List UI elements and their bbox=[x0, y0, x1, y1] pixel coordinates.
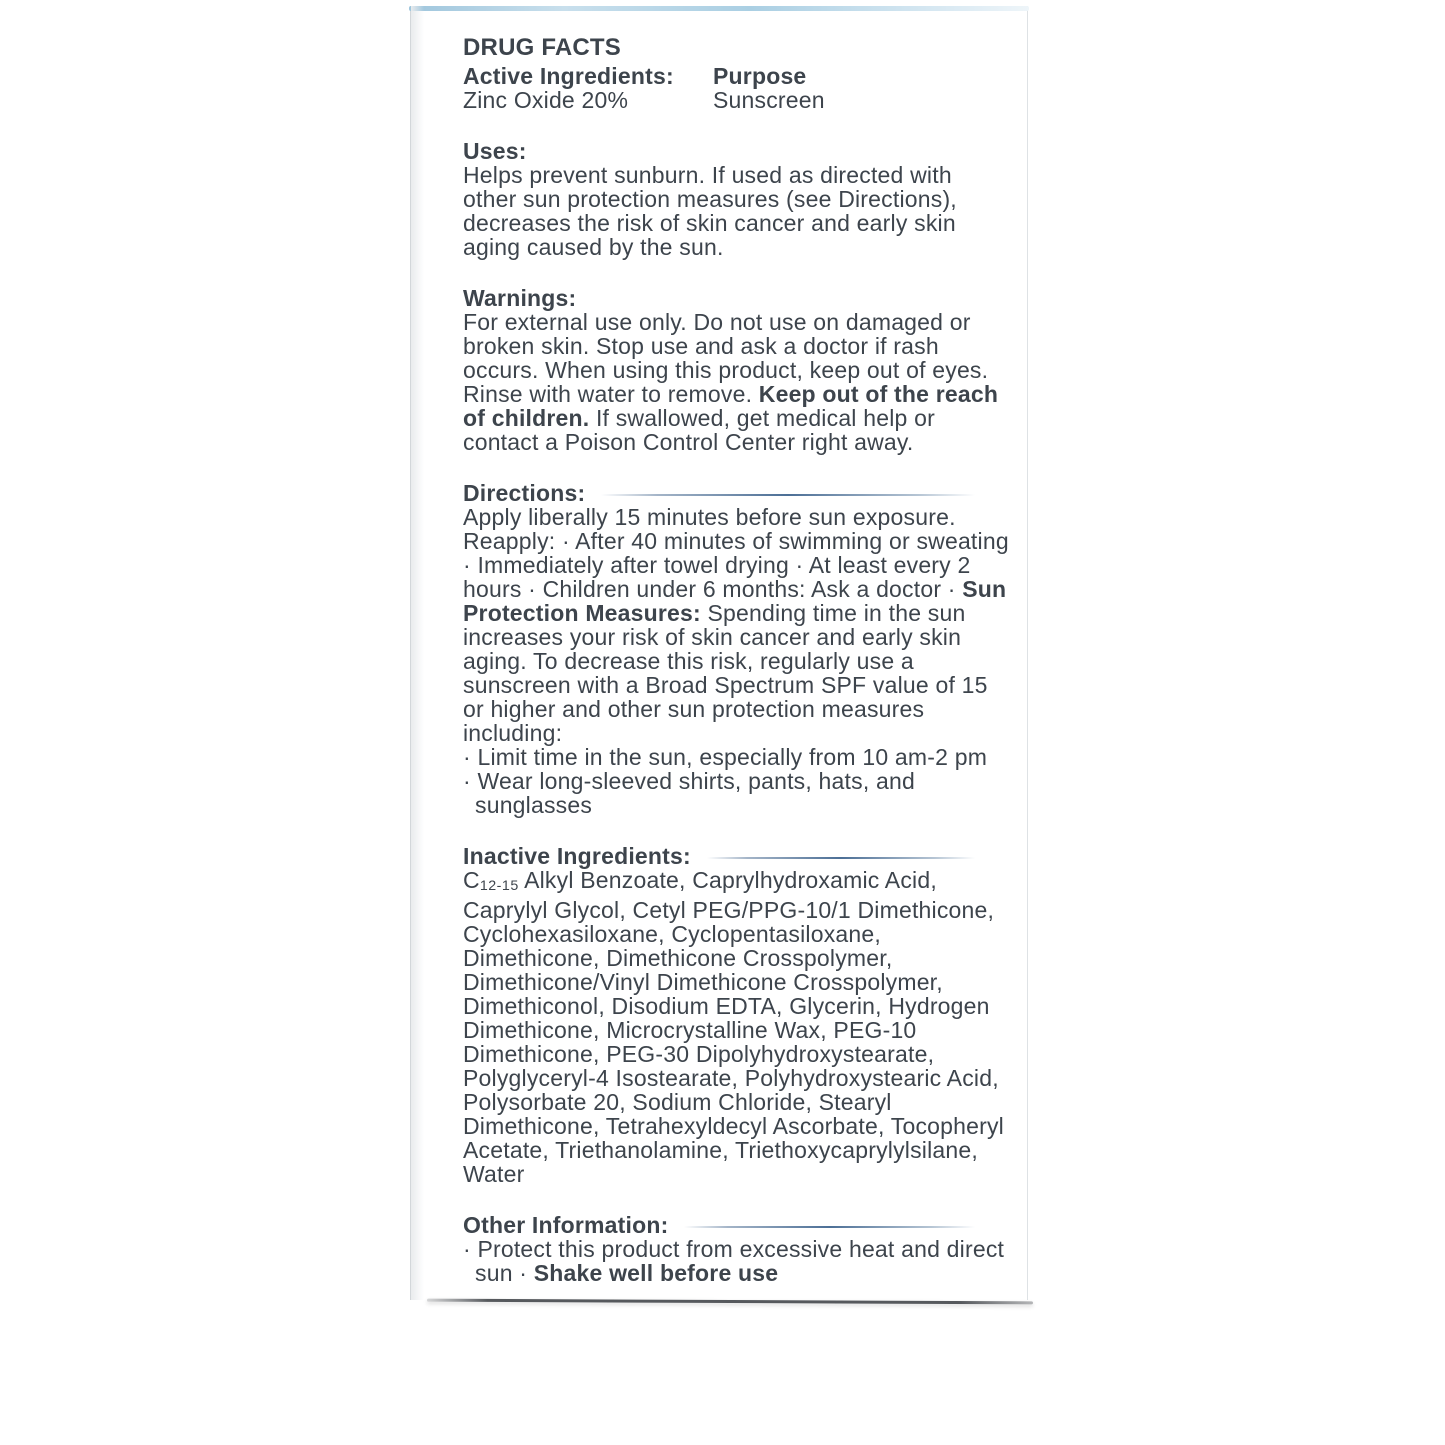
section-heading: Directions: bbox=[463, 480, 586, 506]
box-left-edge-shading bbox=[411, 6, 424, 1300]
paragraph bbox=[463, 1237, 1011, 1285]
text-run: C bbox=[463, 867, 480, 893]
section-heading: Other Information: bbox=[463, 1212, 669, 1239]
section-body bbox=[463, 163, 1011, 259]
section-body bbox=[463, 505, 1011, 817]
section-body bbox=[463, 1237, 1011, 1285]
section-heading: Uses: bbox=[463, 138, 527, 164]
section-heading-row bbox=[463, 481, 1011, 505]
text-run: If swallowed, get medical help or contact a Poison Control Center right away. bbox=[463, 405, 935, 455]
section-heading-rule bbox=[707, 857, 975, 859]
section-heading-row bbox=[463, 1213, 1011, 1237]
section-heading: Inactive Ingredients: bbox=[463, 843, 691, 869]
section-heading: Warnings: bbox=[463, 285, 577, 311]
section-heading-rule bbox=[684, 1226, 975, 1228]
paragraph bbox=[463, 868, 1011, 1186]
purpose-value: Sunscreen bbox=[713, 87, 825, 113]
section-heading-row bbox=[463, 286, 1011, 310]
text-run: Apply liberally 15 minutes before sun exposure. Reapply: · After 40 minutes of swimming or sweating · Immediately after towel drying · At least every 2 hours · Children under 6 months: Ask a doctor · bbox=[463, 504, 1009, 602]
text-run: · Wear long-sleeved shirts, pants, hats, and sunglasses bbox=[463, 768, 915, 818]
active-ingredients-purpose-row bbox=[463, 64, 1011, 112]
purpose-heading: Purpose bbox=[713, 63, 807, 89]
text-run: 12-15 bbox=[479, 878, 519, 895]
label-section bbox=[463, 481, 1011, 817]
section-heading-row bbox=[463, 844, 1011, 868]
text-run: Keep out of the reach of children. bbox=[463, 381, 999, 431]
label-section bbox=[463, 139, 1011, 259]
text-run: · Limit time in the sun, especially from 10 am-2 pm bbox=[463, 744, 988, 770]
label-section bbox=[463, 1213, 1011, 1285]
paragraph bbox=[463, 769, 1011, 817]
text-run: Shake well before use bbox=[533, 1260, 779, 1287]
section-heading-rule bbox=[601, 494, 975, 496]
text-run: · Protect this product from excessive heat and direct sun · bbox=[463, 1236, 1005, 1287]
text-run: Sun Protection Measures: bbox=[463, 576, 1007, 626]
active-ingredient-value: Zinc Oxide 20% bbox=[463, 87, 629, 113]
box-top-edge bbox=[409, 6, 1029, 11]
product-box-back-panel bbox=[410, 6, 1028, 1300]
section-body bbox=[463, 310, 1011, 454]
label-section bbox=[463, 286, 1011, 454]
drug-facts-title: DRUG FACTS bbox=[463, 34, 621, 61]
text-run: For external use only. Do not use on damaged or broken skin. Stop use and ask a doctor if rash occurs. When using this product, keep out of eyes. Rinse with water to remove. bbox=[463, 309, 989, 407]
purpose-column bbox=[713, 64, 825, 112]
active-ingredients-heading: Active Ingredients: bbox=[463, 63, 674, 89]
paragraph bbox=[463, 505, 1011, 745]
drug-facts-panel bbox=[463, 36, 1011, 1285]
active-ingredients-column bbox=[463, 64, 713, 112]
text-run: Helps prevent sunburn. If used as directed with other sun protection measures (see Directions), decreases the risk of skin cancer and early skin aging caused by the sun. bbox=[463, 162, 957, 260]
paragraph bbox=[463, 745, 1011, 769]
text-run: Spending time in the sun increases your risk of skin cancer and early skin aging. To decrease this risk, regularly use a sunscreen with a Broad Spectrum SPF value of 15 or higher and other sun protection measures including: bbox=[463, 600, 988, 746]
paragraph bbox=[463, 163, 1011, 259]
label-sections bbox=[463, 139, 1011, 1285]
text-run: Alkyl Benzoate, Caprylhydroxamic Acid, Caprylyl Glycol, Cetyl PEG/PPG-10/1 Dimethicone, Cyclohexasiloxane, Cyclopentasiloxane, Dimethicone, Dimethicone Crosspolymer, Dimethicone/Vinyl Dimethicone Crosspolymer, Dimethiconol, Disodium EDTA, Glycerin, Hydrogen Dimethicone, Microcrystalline Wax, PEG-10 Dimethicone, PEG-30 Dipolyhydroxystearate, Polyglyceryl-4 Isostearate, Polyhydroxystearic Acid, Polysorbate 20, Sodium Chloride, Stearyl Dimethicone, Tetrahexyldecyl Ascorbate, Tocopheryl Acetate, Triethanolamine, Triethoxycaprylylsilane, Water bbox=[463, 867, 1004, 1188]
section-heading-row bbox=[463, 139, 1011, 163]
box-bottom-edge bbox=[427, 1299, 1033, 1305]
label-section bbox=[463, 844, 1011, 1186]
section-body bbox=[463, 868, 1011, 1186]
paragraph bbox=[463, 310, 1011, 454]
